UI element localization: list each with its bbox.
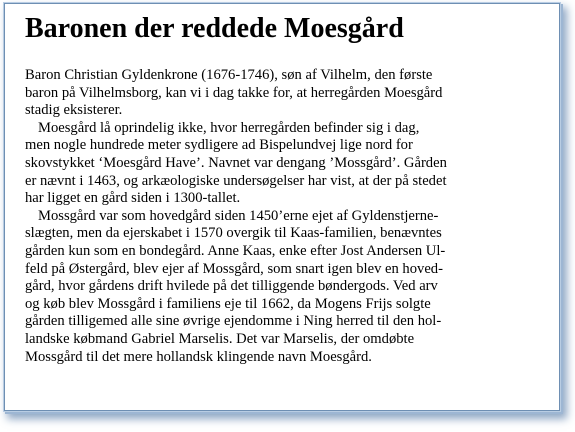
text-line: og køb blev Mossgård i familiens eje til 1662, da Mogens Frijs solgte — [25, 295, 431, 312]
text-line: gården kun som en bondegård. Anne Kaas, enke efter Jost Andersen Ul- — [25, 242, 446, 259]
text-line: slægten, men da ejerskabet i 1570 overgik til Kaas-familien, benævntes — [25, 225, 442, 242]
text-line: skovstykket ‘Moesgård Have’. Navnet var dengang ’Mossgård’. Gården — [25, 154, 447, 171]
article-card — [4, 3, 560, 411]
text-line: gården tilligemed alle sine øvrige ejendomme i Ning herred til den hol- — [25, 313, 442, 330]
text-line: Mossgård var som hovedgård siden 1450’erne ejet af Gyldenstjerne- — [38, 207, 439, 224]
text-line: gård, hvor gårdens drift hvilede på det tilliggende bøndergods. Ved arv — [25, 278, 438, 295]
text-line: baron på Vilhelmsborg, kan vi i dag takke for, at herregården Moesgård — [25, 84, 443, 101]
paragraph-2 — [25, 120, 545, 208]
article-title: Baronen der reddede Moesgård — [25, 13, 404, 44]
text-line: feld på Østergård, blev ejer af Mossgård, som snart igen blev en hoved- — [25, 260, 443, 277]
paragraph-1 — [25, 67, 545, 120]
text-line: Mossgård til det mere hollandsk klingende navn Moesgård. — [25, 348, 372, 365]
paragraph-3 — [25, 208, 545, 366]
article-body — [25, 67, 545, 366]
text-line: Moesgård lå oprindelig ikke, hvor herregården befinder sig i dag, — [38, 119, 420, 136]
text-line: er nævnt i 1463, og arkæologiske undersøgelser har vist, at der på stedet — [25, 172, 447, 189]
text-line: landske købmand Gabriel Marselis. Det var Marselis, der omdøbte — [25, 330, 415, 347]
text-line: har ligget en gård siden i 1300-tallet. — [25, 190, 241, 207]
text-line: stadig eksisterer. — [25, 102, 123, 119]
text-line: men nogle hundrede meter sydligere ad Bispelundvej lige nord for — [25, 137, 413, 154]
text-line: Baron Christian Gyldenkrone (1676-1746), søn af Vilhelm, den første — [25, 67, 433, 83]
